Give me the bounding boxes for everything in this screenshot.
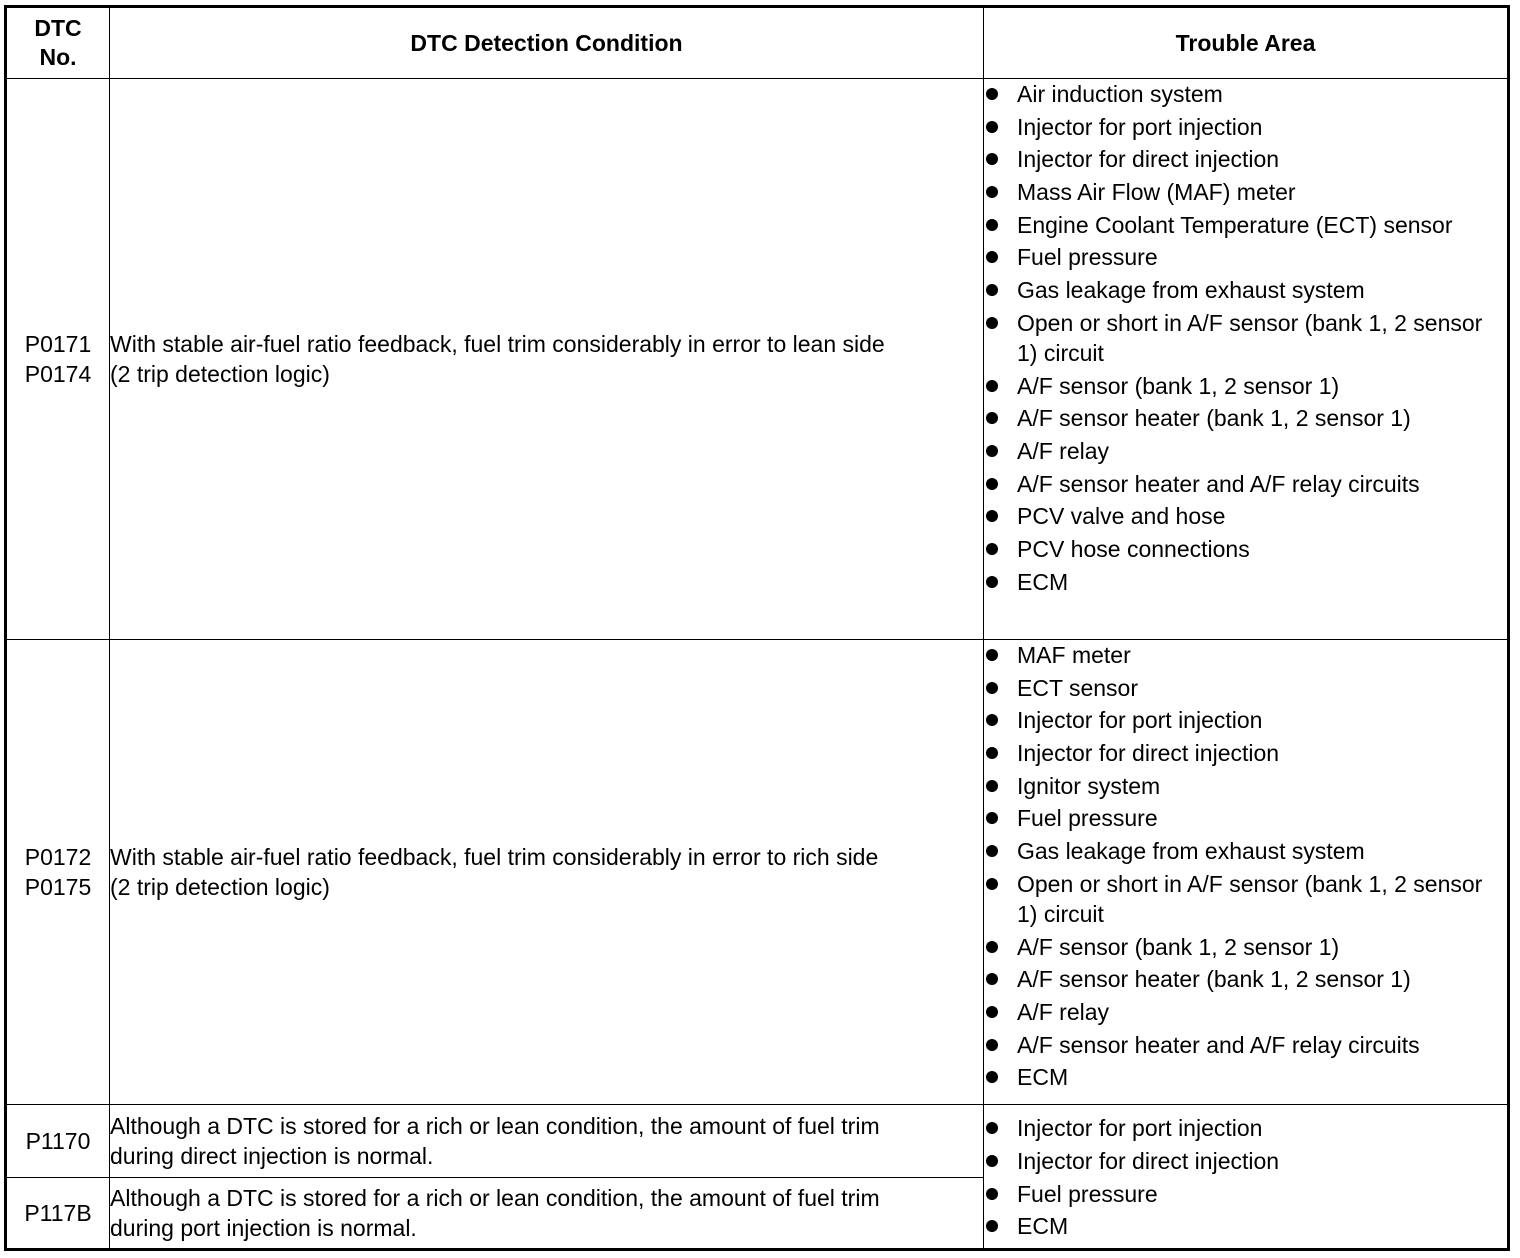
trouble-area-cell bbox=[984, 640, 1509, 1105]
list-item: Mass Air Flow (MAF) meter bbox=[984, 177, 1507, 207]
condition-text: (2 trip detection logic) bbox=[110, 361, 330, 387]
list-item: A/F sensor heater and A/F relay circuits bbox=[984, 469, 1507, 499]
list-item: A/F sensor (bank 1, 2 sensor 1) bbox=[984, 371, 1507, 401]
list-item: Engine Coolant Temperature (ECT) sensor bbox=[984, 210, 1507, 240]
detection-condition-cell bbox=[110, 79, 984, 640]
condition-text: Although a DTC is stored for a rich or lean condition, the amount of fuel trim bbox=[110, 1113, 880, 1139]
header-detection-condition: DTC Detection Condition bbox=[110, 7, 984, 79]
list-item: A/F sensor heater (bank 1, 2 sensor 1) bbox=[984, 964, 1507, 994]
condition-text: (2 trip detection logic) bbox=[110, 874, 330, 900]
detection-condition-cell bbox=[110, 640, 984, 1105]
list-item: MAF meter bbox=[984, 640, 1507, 670]
list-item: A/F relay bbox=[984, 436, 1507, 466]
list-item: ECM bbox=[984, 567, 1507, 597]
list-item: A/F sensor heater and A/F relay circuits bbox=[984, 1030, 1507, 1060]
list-item: Gas leakage from exhaust system bbox=[984, 836, 1507, 866]
dtc-code: P0175 bbox=[24, 874, 92, 900]
list-item: PCV valve and hose bbox=[984, 501, 1507, 531]
list-item: ECM bbox=[984, 1062, 1507, 1092]
condition-text: during port injection is normal. bbox=[110, 1215, 417, 1241]
list-item: Injector for port injection bbox=[984, 112, 1507, 142]
list-item: ECM bbox=[984, 1211, 1507, 1241]
header-trouble-area: Trouble Area bbox=[984, 7, 1509, 79]
list-item: Ignitor system bbox=[984, 771, 1507, 801]
list-item: ECT sensor bbox=[984, 673, 1507, 703]
header-row bbox=[6, 7, 1509, 79]
trouble-area-list bbox=[984, 640, 1507, 1092]
list-item: Injector for port injection bbox=[984, 1113, 1507, 1143]
condition-text: Although a DTC is stored for a rich or lean condition, the amount of fuel trim bbox=[110, 1185, 880, 1211]
condition-text: With stable air-fuel ratio feedback, fuel trim considerably in error to rich side bbox=[110, 844, 879, 870]
header-dtc-no: DTC No. bbox=[6, 7, 110, 79]
trouble-area-list bbox=[984, 79, 1507, 597]
list-item: Injector for port injection bbox=[984, 705, 1507, 735]
list-item: PCV hose connections bbox=[984, 534, 1507, 564]
list-item: Injector for direct injection bbox=[984, 144, 1507, 174]
list-item: Gas leakage from exhaust system bbox=[984, 275, 1507, 305]
trouble-area-cell bbox=[984, 79, 1509, 640]
dtc-code: P0172 bbox=[24, 844, 92, 870]
list-item: Open or short in A/F sensor (bank 1, 2 sensor 1) circuit bbox=[984, 869, 1507, 929]
dtc-code-cell bbox=[6, 640, 110, 1105]
table-row bbox=[6, 79, 1509, 640]
list-item: A/F sensor heater (bank 1, 2 sensor 1) bbox=[984, 403, 1507, 433]
list-item: Fuel pressure bbox=[984, 803, 1507, 833]
dtc-code-cell bbox=[6, 79, 110, 640]
trouble-area-list bbox=[984, 1113, 1507, 1241]
list-item: Open or short in A/F sensor (bank 1, 2 sensor 1) circuit bbox=[984, 308, 1507, 368]
condition-text: during direct injection is normal. bbox=[110, 1143, 434, 1169]
trouble-area-cell bbox=[984, 1105, 1509, 1250]
table-row bbox=[6, 640, 1509, 1105]
dtc-table bbox=[4, 5, 1510, 1251]
list-item: Fuel pressure bbox=[984, 1179, 1507, 1209]
dtc-code: P0174 bbox=[24, 361, 92, 387]
dtc-code: P0171 bbox=[24, 331, 92, 357]
list-item: A/F sensor (bank 1, 2 sensor 1) bbox=[984, 932, 1507, 962]
list-item: Injector for direct injection bbox=[984, 738, 1507, 768]
list-item: Fuel pressure bbox=[984, 242, 1507, 272]
detection-condition-cell bbox=[110, 1178, 984, 1250]
dtc-code: P117B bbox=[24, 1200, 92, 1226]
condition-text: With stable air-fuel ratio feedback, fuel trim considerably in error to lean side bbox=[110, 331, 885, 357]
table-row bbox=[6, 1105, 1509, 1178]
dtc-code-cell bbox=[6, 1178, 110, 1250]
dtc-code-cell bbox=[6, 1105, 110, 1178]
list-item: A/F relay bbox=[984, 997, 1507, 1027]
list-item: Air induction system bbox=[984, 79, 1507, 109]
detection-condition-cell bbox=[110, 1105, 984, 1178]
list-item: Injector for direct injection bbox=[984, 1146, 1507, 1176]
dtc-code: P1170 bbox=[25, 1128, 91, 1154]
